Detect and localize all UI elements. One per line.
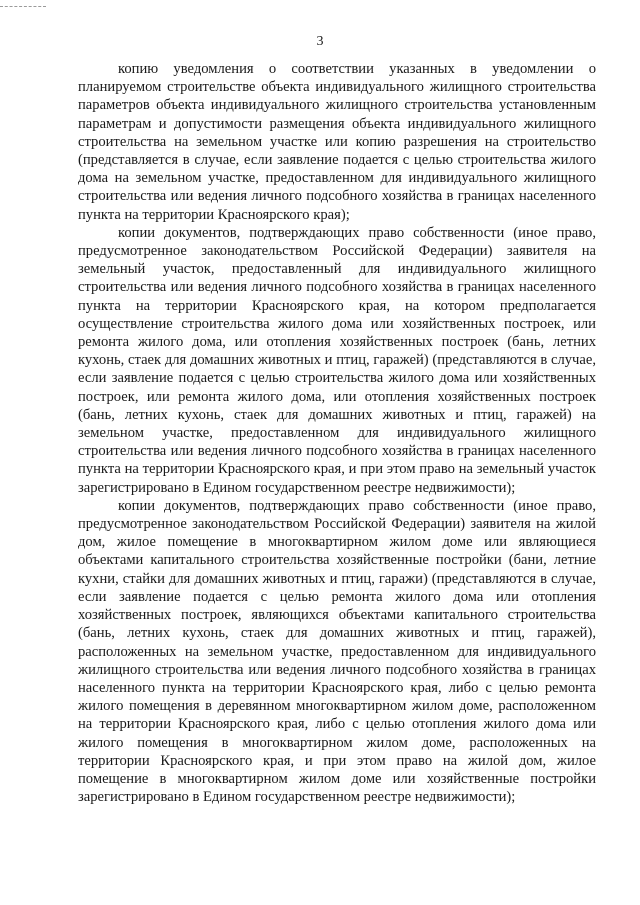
top-edge-rule	[0, 6, 46, 7]
page-number: 3	[316, 34, 324, 49]
document-body	[78, 60, 596, 806]
paragraph-land-ownership-docs: копии документов, подтверждающих право собственности (иное право, предусмотренное законодательством Российской Федерации) заявителя на земельный участок, предоставленный для индивидуального жилищного строительства или ведения личного подсобного хозяйства в границах населенного пункта на территории Красноярского края, на котором предполагается осуществление строительства жилого дома или хозяйственных построек, или ремонта жилого дома, или отопления хозяйственных построек (бань, летних кухонь, стаек для домашних животных и птиц, гаражей) (представляются в случае, если заявление подается с целью строительства жилого дома или хозяйственных построек, или ремонта жилого дома, или отопления хозяйственных построек (бань, летних кухонь, стаек для домашних животных и птиц, гаражей) на земельном участке, предоставленном для индивидуального жилищного строительства или ведения личного подсобного хозяйства в границах населенного пункта на территории Красноярского края, и при этом право на земельный участок зарегистрировано в Едином государственном реестре недвижимости);	[78, 224, 596, 496]
paragraph-notification-copy: копию уведомления о соответствии указанных в уведомлении о планируемом строительстве объекта индивидуального жилищного строительства параметров объекта индивидуального жилищного строительства установленным параметрам и допустимости размещения объекта индивидуального жилищного строительства на земельном участке или копию разрешения на строительство (представляется в случае, если заявление подается с целью строительства жилого дома на земельном участке, предоставленном для индивидуального жилищного строительства или ведения личного подсобного хозяйства в границах населенного пункта на территории Красноярского края);	[78, 61, 596, 223]
paragraph-house-ownership-docs: копии документов, подтверждающих право собственности (иное право, предусмотренное законодательством Российской Федерации) заявителя на жилой дом, жилое помещение в многоквартирном жилом доме или являющиеся объектами капитального строительства хозяйственные постройки (бани, летние кухни, стайки для домашних животных и птиц, гаражи) (представляются в случае, если заявление подается с целью ремонта жилого дома или отопления хозяйственных построек, являющихся объектами капитального строительства (бань, летних кухонь, стаек для домашних животных и птиц, гаражей), расположенных на земельном участке, предоставленном для индивидуального жилищного строительства или ведения личного подсобного хозяйства в границах населенного пункта на территории Красноярского края, либо с целью ремонта жилого помещения в деревянном многоквартирном жилом доме, расположенном на территории Красноярского края, либо с целью отопления жилого дома или жилого помещения в многоквартирном жилом доме, расположенных на территории Красноярского края, и при этом право на жилой дом, жилое помещение в многоквартирном жилом доме или хозяйственные постройки зарегистрировано в Едином государственном реестре недвижимости);	[78, 497, 596, 806]
